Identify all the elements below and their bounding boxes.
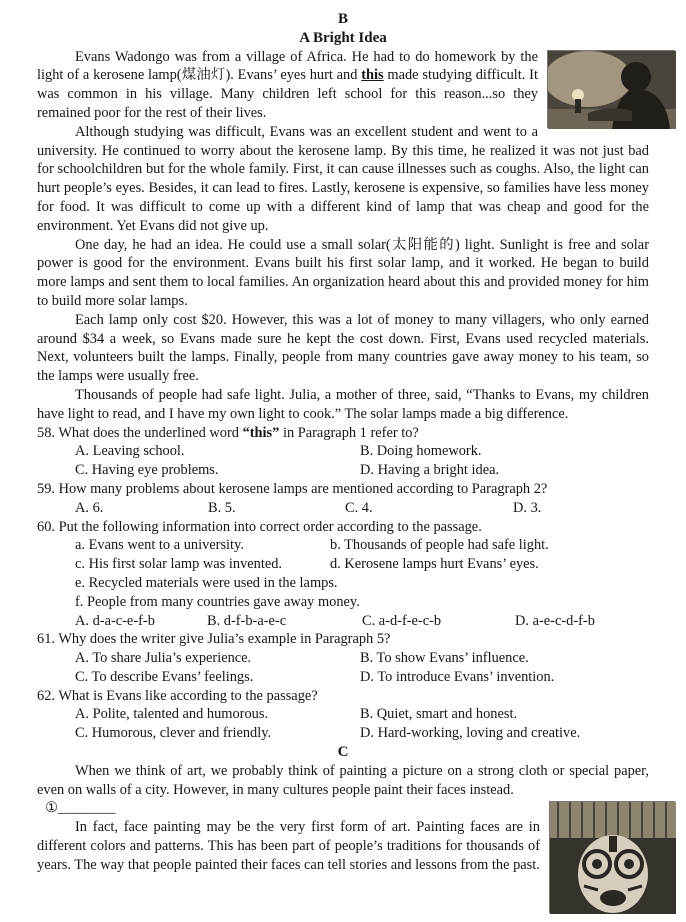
q60-option-c: C. a-d-f-e-c-b (362, 612, 442, 629)
q58-option-b: B. Doing homework. (360, 443, 482, 460)
question-60-items-row-1 (75, 536, 649, 555)
passage-c-body (37, 799, 649, 874)
q60-item-b: b. Thousands of people had safe light. (330, 537, 549, 554)
q62-option-b: B. Quiet, smart and honest. (360, 706, 518, 723)
passage-c-paragraph-1: When we think of art, we probably think of painting a picture on a strong cloth or special paper, even on walls of a city. However, in many cultures people paint their faces instead. (37, 762, 649, 798)
q58-stem-bold-word: “this” (242, 424, 280, 441)
question-59-stem: 59. How many problems about kerosene lamps are mentioned according to Paragraph 2? (37, 480, 548, 497)
kerosene-lamp-photo (547, 50, 675, 128)
question-58-options (75, 442, 649, 480)
q61-option-b: B. To show Evans’ influence. (360, 650, 529, 667)
passage-b-paragraph-5: Thousands of people had safe light. Julia, a mother of three, said, “Thanks to Evans, my children have light to read, and I have my own light to cook.” The solar lamps made a big difference. (37, 386, 649, 422)
question-62 (37, 687, 649, 743)
section-b-heading: B (337, 11, 348, 27)
q61-option-d: D. To introduce Evans’ invention. (360, 668, 555, 685)
passage-b-paragraph-4: Each lamp only cost $20. However, this was a lot of money to many villagers, who only earned around $34 a week, so Evans made sure he kept the cost down. First, Evans used recycled materials. Next, volunteers built the lamps. Finally, people from many countries gave away money to his team, so the lamps were usually free. (37, 311, 649, 385)
underlined-word-this: this (361, 67, 384, 84)
question-60-stem: 60. Put the following information into correct order according to the passage. (37, 518, 482, 535)
question-59-options (75, 499, 649, 518)
q59-option-d: D. 3. (513, 499, 542, 516)
q60-item-d: d. Kerosene lamps hurt Evans’ eyes. (330, 556, 539, 573)
q60-option-d: D. a-e-c-d-f-b (515, 612, 595, 629)
passage-b-paragraph-1 (37, 48, 649, 123)
q60-item-e: e. Recycled materials were used in the lamps. (75, 574, 338, 591)
question-60-options (75, 612, 649, 631)
q62-option-c: C. Humorous, clever and friendly. (75, 725, 272, 742)
q58-stem-pre: 58. What does the underlined word (37, 424, 243, 441)
q58-option-a: A. Leaving school. (75, 443, 185, 460)
question-58-stem (37, 424, 649, 443)
q60-item-c: c. His first solar lamp was invented. (75, 556, 283, 573)
p1-text-pre: Evans Wadongo was from a village of Africa. He had to do homework by the light of a kerosene lamp(煤油灯). Evans’ eyes hurt and (37, 48, 538, 84)
q60-item-a: a. Evans went to a university. (75, 537, 244, 554)
question-61 (37, 630, 649, 686)
numbered-blank-1: ①________ (45, 800, 116, 817)
question-60-items-row-2 (75, 555, 649, 574)
passage-c-paragraph-2: In fact, face painting may be the very first form of art. Painting faces are in different colors and patterns. This has been part of people’s traditions for thousands of years. The way that people painted their faces can tell stories and lessons from the past. (37, 819, 540, 873)
q58-stem-post: in Paragraph 1 refer to? (279, 424, 419, 441)
q61-option-c: C. To describe Evans’ feelings. (75, 668, 254, 685)
q58-option-d: D. Having a bright idea. (360, 462, 500, 479)
q59-option-c: C. 4. (345, 499, 373, 516)
face-painting-photo (549, 801, 675, 913)
q59-option-b: B. 5. (208, 499, 236, 516)
q60-option-b: B. d-f-b-a-e-c (207, 612, 287, 629)
q58-option-c: C. Having eye problems. (75, 462, 219, 479)
question-62-options (75, 705, 649, 743)
q62-option-d: D. Hard-working, loving and creative. (360, 725, 581, 742)
passage-title: A Bright Idea (299, 29, 387, 46)
q60-item-f: f. People from many countries gave away money. (75, 593, 360, 610)
p1-text-post: made studying difficult. It was common in his village. Many children left school for this reason...so they remained poor for the rest of their lives. (37, 67, 538, 121)
question-61-options (75, 649, 649, 687)
section-c-heading: C (337, 744, 349, 761)
q62-option-a: A. Polite, talented and humorous. (75, 706, 269, 723)
question-61-stem: 61. Why does the writer give Julia’s example in Paragraph 5? (37, 631, 391, 648)
q61-option-a: A. To share Julia’s experience. (75, 650, 252, 667)
question-60 (37, 518, 649, 631)
question-59 (37, 480, 649, 518)
passage-b-paragraph-2: Although studying was difficult, Evans was an excellent student and went to a university. He continued to worry about the kerosene lamp. By this time, he realized it was not just bad for schoolchildren but for the whole family. First, it can cause illnesses such as coughs. Also, the light can hurt people’s eyes. Besides, it can lead to fires. Lastly, kerosene is expensive, so families have less money for food. It was difficult to come up with a different kind of lamp that was cheap and good for the environment. Yet Evans did not give up. (37, 123, 649, 234)
question-62-stem: 62. What is Evans like according to the passage? (37, 687, 318, 704)
q60-option-a: A. d-a-c-e-f-b (75, 612, 155, 629)
question-58 (37, 424, 649, 480)
q59-option-a: A. 6. (75, 499, 104, 516)
passage-b-paragraph-3: One day, he had an idea. He could use a small solar(太阳能的) light. Sunlight is free and solar power is good for the environment. Evans built his first solar lamp, and it worked. He began to build more lamps and sent them to local families. An organization heard about this and provided money for him to build more solar lamps. (37, 236, 649, 309)
